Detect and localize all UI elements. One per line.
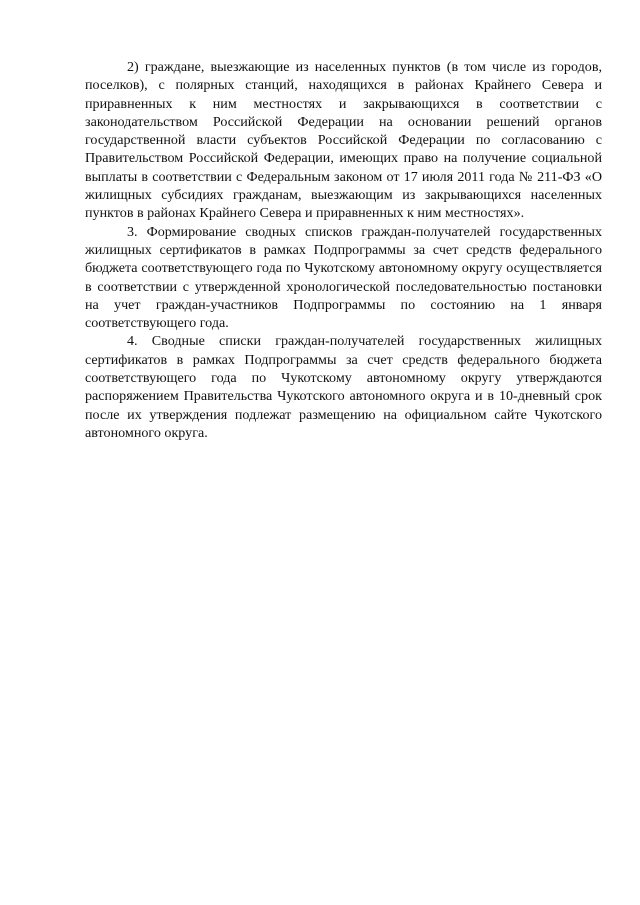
paragraph-4-summary-lists-approval: 4. Сводные списки граждан-получателей государственных жилищных сертификатов в рамках Подпрограммы за счет средств федерального бюджета соответствующего года по Чукотскому автономному округу утверждаются распоряжением Правительства Чукотского автономного округа и в 10-дневный срок после их утверждения подлежат размещению на официальном сайте Чукотского автономного округа.: [85, 333, 602, 441]
document-body: [85, 58, 602, 442]
paragraph-item-2-citizens-leaving: 2) граждане, выезжающие из населенных пунктов (в том числе из городов, поселков), с полярных станций, находящихся в районах Крайнего Севера и приравненных к ним местностях и закрывающихся в соответствии с законодательством Российской Федерации на основании решений органов государственной власти субъектов Российской Федерации по согласованию с Правительством Российской Федерации, имеющих право на получение социальной выплаты в соответствии с Федеральным законом от 17 июля 2011 года № 211-ФЗ «О жилищных субсидиях гражданам, выезжающим из закрывающихся населенных пунктов в районах Крайнего Севера и приравненных к ним местностях».: [85, 59, 602, 222]
paragraph-3-summary-lists-formation: 3. Формирование сводных списков граждан-получателей государственных жилищных сертификатов в рамках Подпрограммы за счет средств федерального бюджета соответствующего года по Чукотскому автономному округу осуществляется в соответствии с утвержденной хронологической последовательностью постановки на учет граждан-участников Подпрограммы по состоянию на 1 января соответствующего года.: [85, 223, 602, 332]
